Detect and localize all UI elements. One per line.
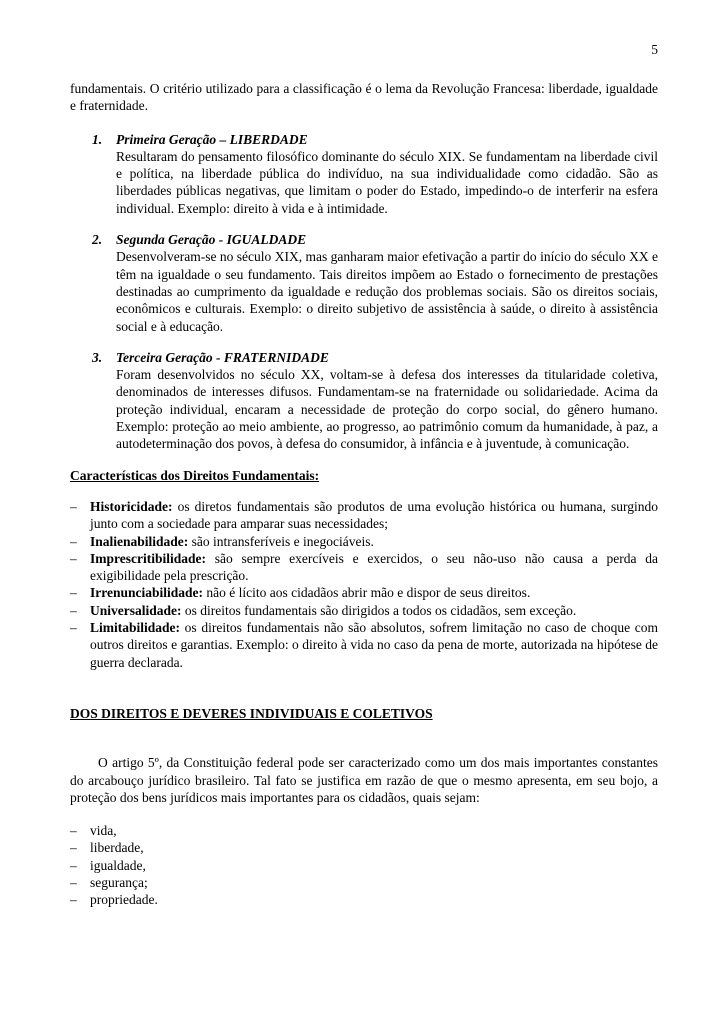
rights-list [70, 822, 658, 908]
document-body [70, 80, 658, 909]
characteristics-list [70, 498, 658, 671]
dash-bullet: – [70, 857, 77, 873]
list-item [70, 584, 658, 601]
generation-number: 2. [92, 232, 103, 248]
right-item: propriedade. [90, 892, 158, 908]
characteristic-term: Irrenunciabilidade: [90, 585, 204, 601]
generation-item [92, 231, 658, 335]
list-item [70, 550, 658, 585]
generation-text: Foram desenvolvidos no século XX, voltam-se à defesa dos interesses da titularidade coletiva, denominados de interesses difusos. Fundamentam-se na fraternidade ou solidariedade. Acima da proteção individual, encaram a necessidade de proteção do corpo social, do gênero humano. Exemplo: proteção ao meio ambiente, ao progresso, ao patrimônio comum da humanidade, à paz, a autodeterminação dos povos, à defesa do consumidor, à infância e à juventude, à comunicação. [116, 367, 658, 452]
generation-text: Resultaram do pensamento filosófico dominante do século XIX. Se fundamentam na liberdade civil e política, na liberdade pública do indivíduo, na sua individualidade como cidadão. São as liberdades públicas negativas, que limitam o poder do Estado, impedindo-o de interferir na esfera individual. Exemplo: direito à vida e à intimidade. [116, 148, 658, 216]
characteristic-term: Imprescritibilidade: [90, 550, 206, 566]
generation-item [92, 131, 658, 217]
list-item [70, 822, 658, 839]
dash-bullet: – [70, 550, 77, 566]
dash-bullet: – [70, 874, 77, 890]
dash-bullet: – [70, 892, 77, 908]
list-item [70, 874, 658, 891]
characteristic-text: os direitos fundamentais não são absolutos, sofrem limitação no caso de choque com outros direitos e garantias. Exemplo: o direito à vida no caso da pena de morte, autorizada na hipótese de guerra declarada. [90, 620, 658, 670]
right-item: liberdade, [90, 840, 144, 856]
dash-bullet: – [70, 533, 77, 549]
right-item: vida, [90, 823, 117, 839]
section-paragraph: O artigo 5º, da Constituição federal pode ser caracterizado como um dos mais importantes constantes do arcabouço jurídico brasileiro. Tal fato se justifica em razão de que o mesmo apresenta, em seu bojo, a proteção dos bens jurídicos mais importantes para os cidadãos, quais sejam: [70, 755, 658, 805]
generation-number: 3. [92, 349, 103, 365]
characteristics-heading: Características dos Direitos Fundamentais: [70, 467, 320, 483]
page-number: 5 [651, 42, 658, 57]
list-item [70, 602, 658, 619]
characteristic-text: os diretos fundamentais são produtos de uma evolução histórica ou humana, surgindo junto com a sociedade para amparar suas necessidades; [90, 498, 658, 532]
dash-bullet: – [70, 498, 77, 514]
generation-item [92, 349, 658, 453]
dash-bullet: – [70, 585, 77, 601]
generation-text: Desenvolveram-se no século XIX, mas ganharam maior efetivação a partir do início do século XX e têm na igualdade o seu fundamento. Tais direitos impõem ao Estado o fornecimento de prestações destinadas ao cumprimento da igualdade e redução dos problemas sociais. São os direitos sociais, econômicos e culturais. Exemplo: o direito subjetivo de assistência à saúde, o direito à assistência social e à educação. [116, 249, 658, 334]
right-item: segurança; [90, 874, 148, 890]
characteristic-text: não é lícito aos cidadãos abrir mão e dispor de seus direitos. [203, 585, 531, 601]
list-item [70, 533, 658, 550]
characteristic-term: Inalienabilidade: [90, 533, 189, 549]
intro-paragraph: fundamentais. O critério utilizado para a classificação é o lema da Revolução Francesa: liberdade, igualdade e fraternidade. [70, 81, 658, 114]
section-heading: DOS DIREITOS E DEVERES INDIVIDUAIS E COLETIVOS [70, 705, 433, 721]
generations-list [70, 131, 658, 453]
dash-bullet: – [70, 602, 77, 618]
characteristic-text: são sempre exercíveis e exercidos, o seu não-uso não causa a perda da exigibilidade pela prescrição. [90, 550, 658, 584]
generation-title: Primeira Geração – LIBERDADE [116, 131, 308, 147]
generation-title: Segunda Geração - IGUALDADE [116, 232, 307, 248]
dash-bullet: – [70, 620, 77, 636]
list-item [70, 498, 658, 533]
list-item [70, 839, 658, 856]
characteristic-term: Historicidade: [90, 498, 173, 514]
generation-title: Terceira Geração - FRATERNIDADE [116, 349, 329, 365]
right-item: igualdade, [90, 857, 146, 873]
dash-bullet: – [70, 840, 77, 856]
characteristic-text: os direitos fundamentais são dirigidos a todos os cidadãos, sem exceção. [181, 602, 577, 618]
list-item [70, 891, 658, 908]
characteristic-term: Limitabilidade: [90, 620, 181, 636]
list-item [70, 857, 658, 874]
list-item [70, 619, 658, 671]
generation-number: 1. [92, 131, 103, 147]
characteristic-term: Universalidade: [90, 602, 182, 618]
dash-bullet: – [70, 823, 77, 839]
characteristic-text: são intransferíveis e inegociáveis. [188, 533, 374, 549]
